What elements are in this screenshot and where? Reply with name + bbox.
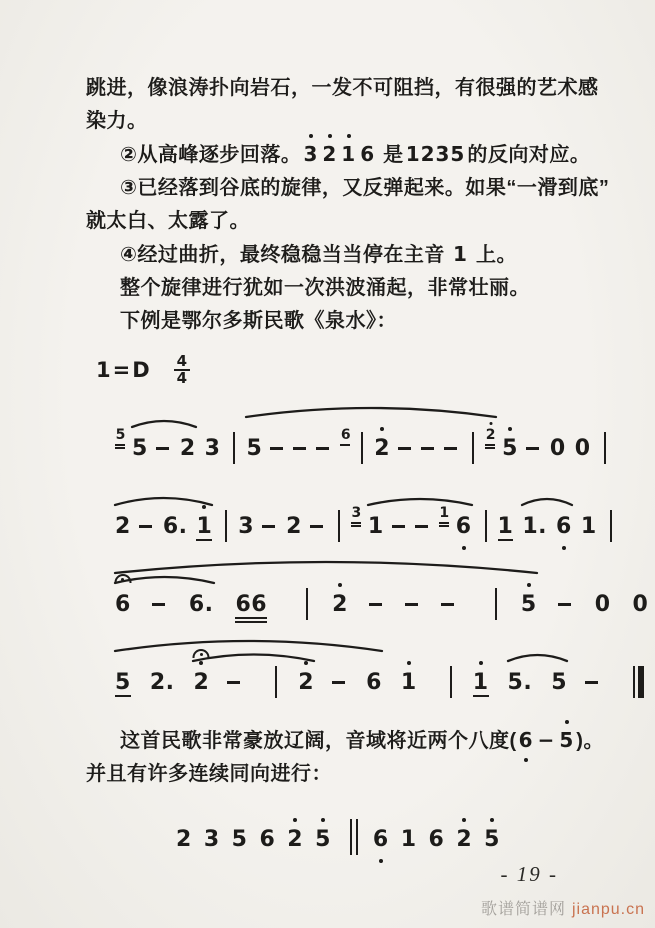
- note-2: [455, 825, 473, 855]
- slur: [193, 655, 314, 662]
- text-run: 就太白、太露了。: [86, 210, 250, 232]
- barline: [275, 666, 277, 698]
- note-5: [314, 825, 332, 855]
- watermark-link[interactable]: jianpu.cn: [571, 901, 645, 918]
- inline-note-digit: 1: [341, 142, 357, 166]
- slur: [132, 421, 196, 427]
- note-digit: 3: [238, 514, 255, 539]
- note-digit: 5.: [507, 670, 533, 695]
- octave-dot-above: [338, 583, 342, 587]
- octave-dot-above: [489, 422, 492, 425]
- note-5: [231, 825, 249, 855]
- note-5: [501, 434, 519, 464]
- notation-line-2: [114, 474, 600, 544]
- dash-continuation: [262, 512, 278, 542]
- note-5: [520, 590, 538, 620]
- dash-line: [262, 525, 275, 528]
- grace-underline: [439, 525, 449, 527]
- text-line: [86, 724, 604, 758]
- text-line: [86, 238, 600, 272]
- note-2: [285, 512, 303, 542]
- note-digit: 6: [372, 827, 389, 852]
- dash-continuation: [526, 434, 542, 464]
- double-bar-2: [356, 819, 358, 855]
- octave-dot-below: [462, 546, 466, 550]
- dash-line: [156, 447, 169, 450]
- octave-dot-above: [328, 134, 332, 138]
- final-barline: [633, 666, 644, 698]
- octave-dot-above: [479, 661, 483, 665]
- inline-note-6: [517, 724, 536, 758]
- grace-digit: 2: [485, 427, 496, 443]
- note-2: [175, 825, 193, 855]
- final-bar-thin: [633, 666, 635, 698]
- barline: [495, 588, 497, 620]
- inline-note-digit: 5: [559, 728, 575, 752]
- slur: [115, 498, 212, 505]
- example-notation-line: [175, 807, 511, 855]
- slur: [508, 655, 567, 661]
- inline-note-digit: 3: [303, 142, 319, 166]
- note-digit: 1: [367, 514, 384, 539]
- inline-note-1: [451, 238, 470, 272]
- grace-note-3: [350, 505, 363, 542]
- key-signature-line: [96, 354, 600, 394]
- note-digit: 5: [132, 436, 148, 461]
- note-2: [149, 668, 176, 698]
- grace-underline: [351, 525, 361, 527]
- double-bar-1: [350, 819, 352, 855]
- slur: [522, 499, 572, 505]
- dash-continuation: [444, 434, 460, 464]
- text-run: 的反向对应。: [467, 144, 591, 166]
- note-1: [195, 512, 213, 542]
- note-digit: 0: [632, 592, 649, 617]
- slur: [115, 641, 382, 651]
- time-signature-denominator: 4: [176, 369, 188, 387]
- fermata-icon: [193, 649, 210, 658]
- dash-line: [369, 603, 382, 606]
- note-5: [114, 668, 132, 698]
- note-digit: 2: [115, 514, 131, 539]
- duration-underline: [235, 617, 267, 619]
- note-digit: 0: [594, 592, 611, 617]
- note-1: [400, 668, 418, 698]
- text-line: [86, 72, 600, 105]
- note-1: [472, 668, 490, 698]
- dash-continuation: [293, 434, 309, 464]
- note-digit: 6: [556, 514, 572, 539]
- grace-digit: 1: [439, 505, 450, 521]
- grace-underline: [485, 447, 495, 449]
- text-run: ②从高峰逐步回落。: [120, 144, 302, 166]
- slur: [115, 562, 537, 573]
- note-5: [507, 668, 534, 698]
- inline-note-digit: 6: [518, 728, 534, 752]
- note-0: [574, 434, 592, 464]
- text-run: 这首民歌非常豪放辽阔，音域将近两个八度(: [120, 730, 517, 752]
- dash-continuation: [421, 434, 437, 464]
- note-digit: 2: [374, 436, 391, 461]
- inline-note-6: [358, 138, 377, 172]
- dash-continuation: [369, 590, 385, 620]
- octave-dot-above: [347, 134, 351, 138]
- notation-line-4: [114, 630, 600, 700]
- grace-note-1: [438, 505, 451, 542]
- note-6: [162, 512, 189, 542]
- dash-line: [139, 525, 152, 528]
- octave-dot-above: [527, 583, 531, 587]
- text-line: [86, 272, 600, 305]
- dash-continuation: [139, 512, 155, 542]
- octave-dot-above: [490, 818, 494, 822]
- barline: [338, 510, 340, 542]
- time-signature: [174, 354, 190, 385]
- note-2: [373, 434, 391, 464]
- note-digit: 5: [520, 592, 537, 617]
- barline: [361, 432, 363, 464]
- fermata-dot: [121, 578, 124, 581]
- note-digit: 1.: [522, 514, 548, 539]
- text-run: ④经过曲折，最终稳稳当当停在主音: [120, 244, 451, 266]
- note-6: [455, 512, 473, 542]
- note-6: [258, 825, 276, 855]
- note-6: [372, 825, 390, 855]
- note-digit: 6.: [188, 592, 214, 617]
- text-run: 跳进，像浪涛扑向岩石，一发不可阻挡，有很强的艺术感: [86, 77, 599, 99]
- grace-underline: [115, 447, 125, 449]
- duration-underline: [498, 539, 514, 541]
- note-digit: 66: [235, 592, 268, 617]
- barline: [604, 432, 606, 464]
- fermata-icon: [114, 574, 131, 583]
- note-0: [632, 590, 650, 620]
- octave-dot-above: [407, 661, 411, 665]
- octave-dot-above: [565, 720, 569, 724]
- note-digit: 0: [549, 436, 566, 461]
- note-digit: 2: [287, 827, 304, 852]
- text-run: 染力。: [86, 110, 148, 132]
- inline-note-5: [557, 724, 576, 758]
- note-5: [550, 668, 568, 698]
- text-run: )。: [576, 730, 604, 752]
- dash-line: [405, 603, 418, 606]
- dash-line: [332, 681, 345, 684]
- note-digit: 1: [400, 670, 417, 695]
- dash-continuation: [310, 512, 326, 542]
- note-digit: 6.: [162, 514, 188, 539]
- inline-note-2: [320, 138, 339, 172]
- dash-line: [398, 447, 411, 450]
- note-3: [203, 825, 221, 855]
- note-digit: 5: [484, 827, 500, 852]
- fermata-dot: [200, 653, 203, 656]
- barline: [233, 432, 235, 464]
- note-66: [234, 590, 268, 620]
- barline: [225, 510, 227, 542]
- note-digit: 6: [366, 670, 382, 695]
- octave-dot-above: [462, 818, 466, 822]
- note-digit: 6: [428, 827, 445, 852]
- inline-note-−: [536, 724, 558, 758]
- dash-line: [421, 447, 434, 450]
- barline: [610, 510, 612, 542]
- duration-underline: [473, 695, 489, 697]
- dash-line: [392, 525, 405, 528]
- text-run: ③已经落到谷底的旋律，又反弹起来。如果“一滑到底”: [120, 177, 610, 199]
- note-digit: 1: [472, 670, 489, 695]
- watermark-site-name: 歌谱简谱网: [480, 901, 566, 918]
- note-5: [131, 434, 149, 464]
- key-label: 1=D: [96, 358, 152, 382]
- octave-dot-below: [562, 546, 566, 550]
- slur-layer: [114, 630, 644, 666]
- note-3: [204, 434, 222, 464]
- grace-digit: 3: [351, 505, 362, 521]
- dash-continuation: [270, 434, 286, 464]
- note-digit: 6: [259, 827, 276, 852]
- note-digit: 2.: [149, 670, 175, 695]
- dash-line: [152, 603, 165, 606]
- dash-line: [415, 525, 428, 528]
- dash-line: [441, 603, 454, 606]
- slur: [246, 408, 496, 417]
- duration-underline: [235, 621, 267, 623]
- octave-dot-below: [379, 859, 383, 863]
- note-2: [297, 668, 315, 698]
- interval-example: [86, 807, 600, 855]
- note-digit: 1: [497, 514, 514, 539]
- note-2: [331, 590, 349, 620]
- inline-note-1235: [404, 138, 468, 172]
- note-digit: 3: [203, 827, 220, 852]
- slur-layer: [114, 474, 622, 510]
- grace-note-6: [339, 427, 352, 464]
- dash-continuation: [156, 434, 172, 464]
- duration-underline: [115, 695, 131, 697]
- note-digit: 5: [551, 670, 568, 695]
- notation-line-3: [114, 552, 649, 622]
- barline: [306, 588, 308, 620]
- page-number: - 19 -: [500, 862, 558, 886]
- inline-note-digit: −: [537, 728, 556, 752]
- dash-continuation: [558, 590, 574, 620]
- barline: [485, 510, 487, 542]
- notation-line-1: [114, 396, 600, 466]
- note-digit: 5: [502, 436, 518, 461]
- text-line: [86, 105, 600, 138]
- note-2: [114, 512, 132, 542]
- note-1: [521, 512, 548, 542]
- text-run: 下例是鄂尔多斯民歌《泉水》：: [120, 310, 397, 332]
- text-run: 并且有许多连续同向进行：: [86, 763, 332, 785]
- dash-continuation: [392, 512, 408, 542]
- dash-continuation: [585, 668, 601, 698]
- double-barline: [350, 821, 359, 855]
- dash-line: [270, 447, 283, 450]
- final-bar-thick: [638, 666, 644, 698]
- barline: [450, 666, 452, 698]
- note-2: [286, 825, 304, 855]
- slur-layer: [114, 552, 655, 588]
- dash-continuation: [227, 668, 243, 698]
- note-digit: 5: [115, 670, 131, 695]
- octave-dot-above: [199, 661, 203, 665]
- dash-continuation: [332, 668, 348, 698]
- dash-continuation: [398, 434, 414, 464]
- dash-line: [316, 447, 329, 450]
- note-digit: 1: [400, 827, 417, 852]
- octave-dot-above: [309, 134, 313, 138]
- note-digit: 2: [193, 670, 210, 695]
- dash-continuation: [316, 434, 332, 464]
- watermark: [481, 896, 645, 919]
- paragraphs-bottom: [86, 724, 604, 791]
- dash-continuation: [405, 590, 421, 620]
- note-digit: 2: [332, 592, 348, 617]
- dash-line: [526, 447, 539, 450]
- dash-line: [558, 603, 571, 606]
- octave-dot-above: [508, 427, 512, 431]
- note-6: [365, 668, 383, 698]
- octave-dot-above: [293, 818, 297, 822]
- slur-layer: [114, 396, 616, 432]
- dash-continuation: [415, 512, 431, 542]
- grace-digit: 6: [340, 427, 351, 443]
- octave-dot-below: [524, 758, 528, 762]
- grace-underline: [340, 444, 350, 446]
- grace-underline: [485, 444, 495, 446]
- barline: [472, 432, 474, 464]
- note-2: [179, 434, 197, 464]
- note-6: [188, 590, 215, 620]
- inline-note-digit: 1235: [405, 142, 466, 166]
- text-line: [86, 758, 600, 791]
- dash-continuation: [441, 590, 457, 620]
- note-5: [245, 434, 263, 464]
- inline-note-digit: 1: [453, 242, 468, 266]
- note-6: [114, 590, 132, 620]
- note-2: [192, 668, 210, 698]
- note-digit: 0: [574, 436, 591, 461]
- paragraphs-top: [86, 72, 610, 338]
- note-digit: 5: [231, 827, 248, 852]
- note-1: [367, 512, 385, 542]
- octave-dot-above: [304, 661, 308, 665]
- note-3: [237, 512, 255, 542]
- time-signature-numerator: 4: [174, 354, 190, 371]
- dash-line: [227, 681, 240, 684]
- note-1: [497, 512, 515, 542]
- text-run: 上。: [469, 244, 517, 266]
- note-0: [549, 434, 567, 464]
- inline-note-digit: 2: [322, 142, 338, 166]
- note-digit: 6: [455, 514, 472, 539]
- note-digit: 2: [298, 670, 315, 695]
- music-score: [86, 396, 649, 700]
- grace-underline: [439, 522, 449, 524]
- inline-note-3: [301, 138, 320, 172]
- dash-line: [444, 447, 457, 450]
- note-digit: 5: [315, 827, 331, 852]
- note-digit: 2: [179, 436, 196, 461]
- text-run: 整个旋律进行犹如一次洪波涌起，非常壮丽。: [120, 277, 530, 299]
- grace-note-2: [484, 427, 497, 464]
- dash-line: [585, 681, 598, 684]
- note-digit: 2: [456, 827, 473, 852]
- note-1: [580, 512, 598, 542]
- text-line: [86, 172, 610, 205]
- text-run: 是: [377, 144, 404, 166]
- grace-digit: 5: [115, 427, 126, 443]
- note-6: [555, 512, 573, 542]
- octave-dot-above: [202, 505, 206, 509]
- inline-note-1: [339, 138, 358, 172]
- note-0: [594, 590, 612, 620]
- inline-note-digit: 6: [360, 142, 376, 166]
- dash-line: [293, 447, 306, 450]
- note-digit: 2: [286, 514, 302, 539]
- text-line: [86, 138, 600, 172]
- octave-dot-above: [380, 427, 384, 431]
- note-1: [400, 825, 418, 855]
- note-digit: 2: [176, 827, 192, 852]
- note-digit: 1: [580, 514, 597, 539]
- note-digit: 5: [246, 436, 263, 461]
- duration-underline: [196, 539, 212, 541]
- grace-underline: [115, 444, 125, 446]
- slur: [368, 499, 472, 505]
- note-digit: 1: [196, 514, 213, 539]
- text-line: [86, 205, 600, 238]
- text-line: [86, 305, 600, 338]
- octave-dot-above: [321, 818, 325, 822]
- dash-line: [310, 525, 323, 528]
- dash-continuation: [152, 590, 168, 620]
- note-digit: 3: [204, 436, 221, 461]
- grace-underline: [351, 522, 361, 524]
- note-5: [483, 825, 501, 855]
- note-6: [428, 825, 446, 855]
- grace-note-5: [114, 427, 127, 464]
- note-digit: 6: [115, 592, 131, 617]
